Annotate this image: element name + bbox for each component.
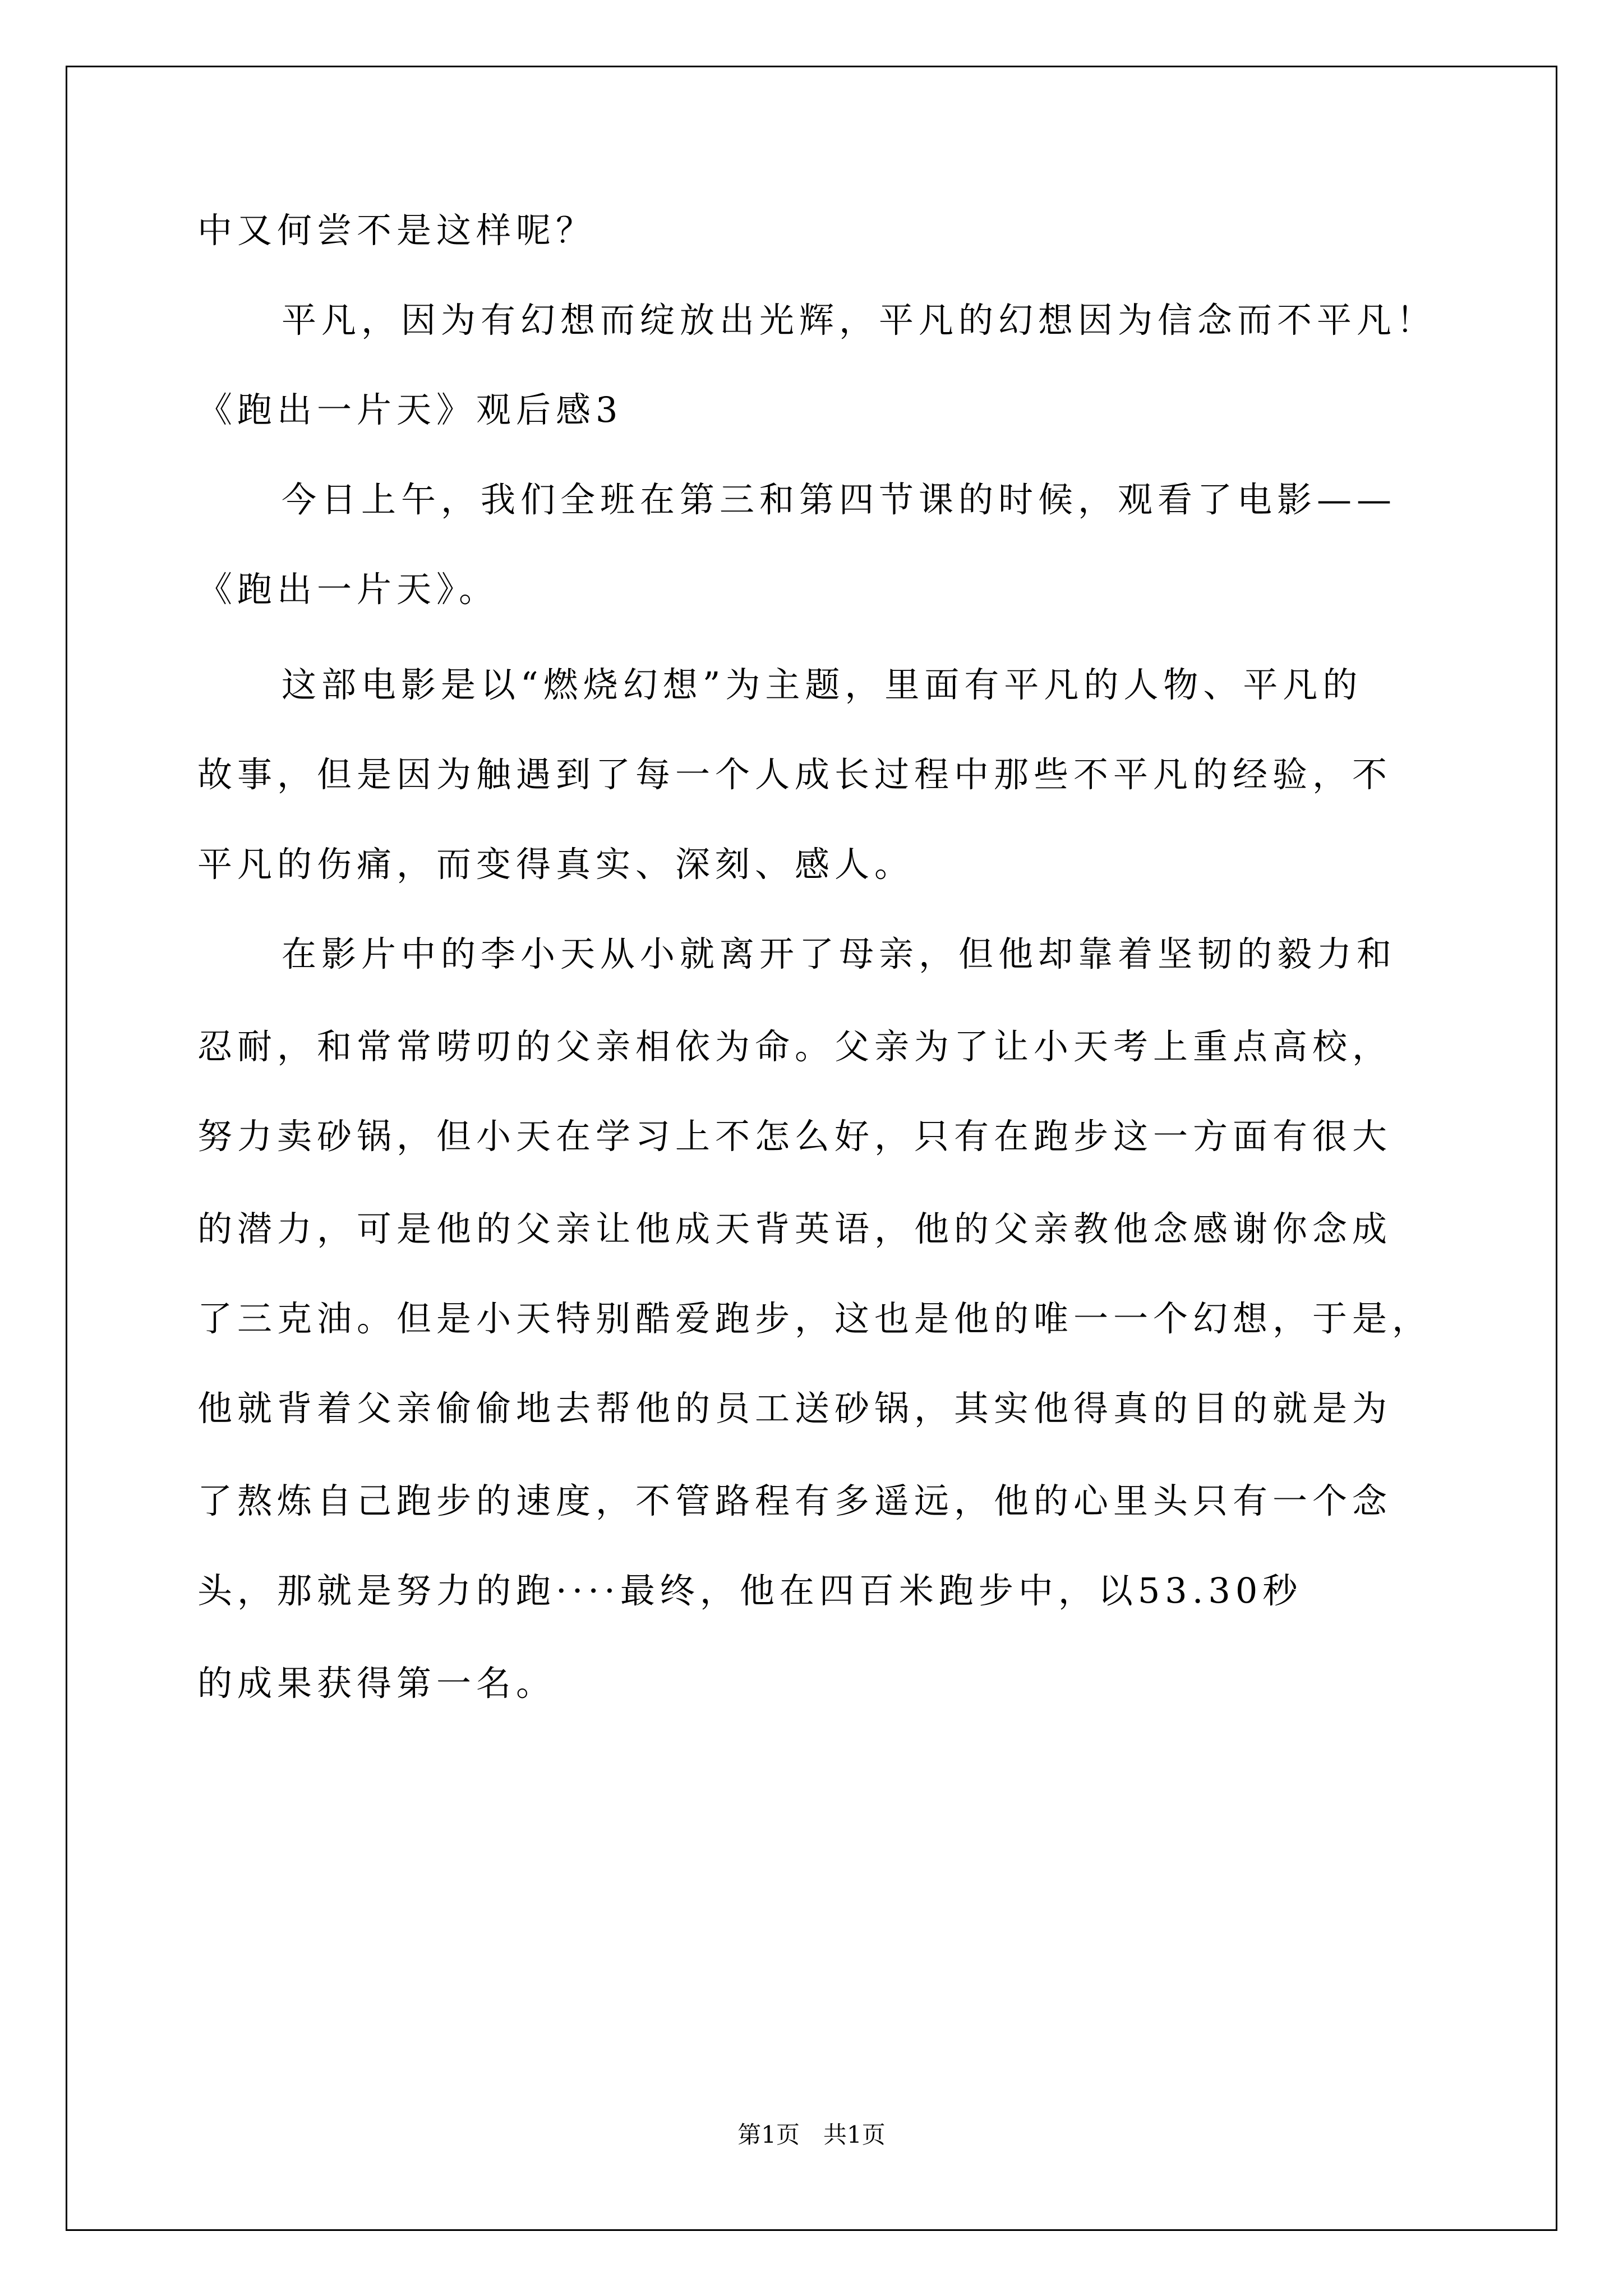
text-line: 平凡的伤痛，而变得真实、深刻、感人。 (197, 844, 915, 885)
text-line: 《跑出一片天》。 (197, 569, 499, 610)
text-line: 了熬炼自己跑步的速度，不管路程有多遥远，他的心里头只有一个念 (197, 1480, 1393, 1521)
page-number-footer: 第1页 共1页 (737, 2121, 886, 2148)
text-line: 头，那就是努力的跑····最终，他在四百米跑步中，以53.30秒 (197, 1570, 1303, 1611)
text-line: 忍耐，和常常唠叨的父亲相依为命。父亲为了让小天考上重点高校， (197, 1026, 1393, 1067)
paragraph-text: 在影片中的李小天从小就离开了母亲，但他却靠着坚韧的毅力和 (282, 933, 1397, 974)
text-line: 努力卖砂锅，但小天在学习上不怎么好，只有在跑步这一方面有很大 (197, 1116, 1393, 1157)
text-line: 的成果获得第一名。 (197, 1663, 556, 1704)
text-line: 他就背着父亲偷偷地去帮他的员工送砂锅，其实他得真的目的就是为 (197, 1388, 1393, 1429)
text-line: 中又何尝不是这样呢？ (197, 210, 596, 251)
text-line: 的潜力，可是他的父亲让他成天背英语，他的父亲教他念感谢你念成 (197, 1208, 1393, 1249)
paragraph-text: 平凡，因为有幻想而绽放出光辉，平凡的幻想因为信念而不平凡！ (282, 300, 1437, 341)
text-line: 故事，但是因为触遇到了每一个人成长过程中那些不平凡的经验，不 (197, 754, 1393, 795)
section-heading: 《跑出一片天》观后感3 (197, 389, 623, 430)
paragraph-text: 今日上午，我们全班在第三和第四节课的时候，观看了电影—— (282, 479, 1397, 520)
text-line: 了三克油。但是小天特别酷爱跑步，这也是他的唯一一个幻想，于是， (197, 1298, 1432, 1339)
paragraph-text: 这部电影是以“燃烧幻想”为主题，里面有平凡的人物、平凡的 (282, 664, 1363, 705)
